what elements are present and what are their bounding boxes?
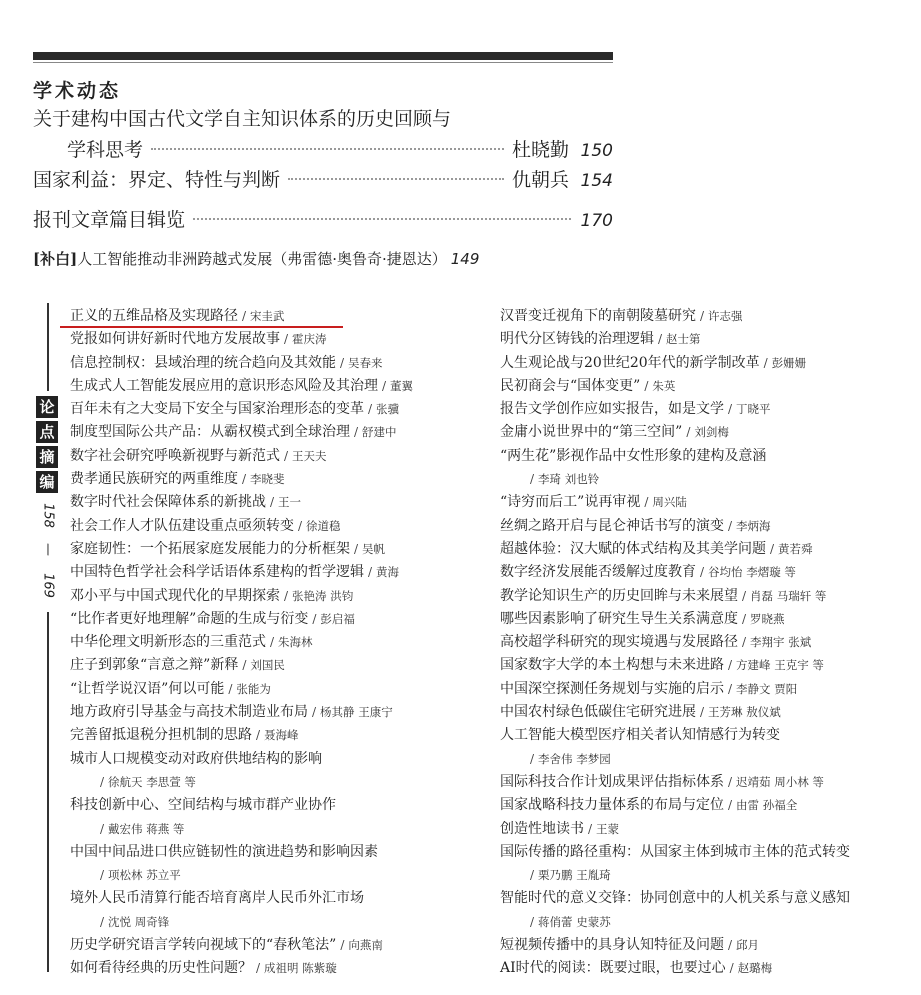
entry-separator: /: [644, 495, 649, 510]
entry-separator: /: [284, 588, 289, 603]
digest-entry[interactable]: [500, 445, 915, 468]
entry-title: 费孝通民族研究的两重维度: [70, 471, 238, 488]
entry-author: 王蒙: [596, 821, 620, 836]
entry-separator: /: [728, 774, 733, 789]
entry-title: 中国农村绿色低碳住宅研究进展: [500, 704, 696, 721]
entry-author: 迟靖茹 周小林 等: [736, 774, 824, 789]
entry-title: 制度型国际公共产品：从霸权模式到全球治理: [70, 424, 350, 441]
digest-entry[interactable]: [500, 724, 915, 747]
entry-separator: /: [728, 658, 733, 673]
digest-entry[interactable]: [500, 748, 915, 771]
entry-author: 由雷 孙福全: [736, 798, 798, 813]
digest-entry[interactable]: [70, 864, 490, 887]
digest-entry[interactable]: [70, 748, 490, 771]
top-rule-thin: [33, 62, 613, 63]
supplement-text: 人工智能推动非洲跨越式发展（弗雷德·奥鲁奇·捷恩达）: [77, 250, 447, 268]
sidebar-label: [36, 396, 60, 496]
entry-title: 人生观论战与20世纪20年代的新学制改革: [500, 354, 760, 371]
entry-separator: /: [340, 938, 345, 953]
entry-separator: /: [770, 541, 775, 556]
digest-entry[interactable]: [70, 724, 490, 747]
digest-entry[interactable]: [70, 957, 490, 980]
toc-item-2-page: 154: [580, 171, 613, 191]
entry-title: 数字社会研究呼唤新视野与新范式: [70, 447, 280, 464]
entry-separator: /: [530, 914, 535, 929]
entry-author: 刘国民: [250, 658, 285, 673]
entry-author: 栗乃鹏 王胤琦: [538, 868, 611, 883]
entry-title: 创造性地读书: [500, 820, 584, 837]
digest-entry[interactable]: [500, 794, 915, 817]
sidebar-char: 编: [36, 471, 58, 493]
digest-entry[interactable]: [500, 468, 915, 491]
entry-title: “让哲学说汉语”何以可能: [70, 680, 225, 697]
entry-title: 人工智能大模型医疗相关者认知情感行为转变: [500, 727, 780, 744]
entry-separator: /: [242, 472, 247, 487]
digest-entry[interactable]: [70, 794, 490, 817]
entry-author: 方建峰 王克宇 等: [736, 658, 824, 673]
entry-author: 向燕南: [348, 938, 383, 953]
entry-title: 完善留抵退税分担机制的思路: [70, 727, 252, 744]
sidebar-page-to: 169: [40, 573, 56, 598]
entry-title: 党报如何讲好新时代地方发展故事: [70, 331, 280, 348]
entry-title: “诗穷而后工”说再审视: [500, 494, 641, 511]
digest-entry[interactable]: [70, 841, 490, 864]
digest-entry[interactable]: [500, 887, 915, 910]
entry-title: 地方政府引导基金与高技术制造业布局: [70, 704, 308, 721]
entry-title: 国际传播的路径重构：从国家主体到城市主体的范式转变: [500, 843, 850, 860]
toc-item-3-title: 报刊文章篇目辑览: [33, 209, 186, 231]
entry-separator: /: [354, 425, 359, 440]
entry-separator: /: [700, 565, 705, 580]
entry-title: “比作者更好地理解”命题的生成与衍变: [70, 610, 309, 627]
entry-author: 李舍伟 李梦园: [538, 751, 611, 766]
entry-author: 戴宏伟 蒋燕 等: [108, 821, 185, 836]
supplement-page: 149: [450, 250, 480, 268]
entry-author: 徐道稳: [306, 518, 341, 533]
sidebar-char: 论: [36, 396, 58, 418]
entry-author: 邱月: [736, 938, 760, 953]
entry-title: 城市人口规模变动对政府供地结构的影响: [70, 750, 322, 767]
entry-title: 超越体验：汉大赋的体式结构及其美学问题: [500, 540, 766, 557]
entry-author: 黄海: [376, 565, 400, 580]
entry-author: 王一: [278, 495, 302, 510]
digest-entry[interactable]: [70, 421, 490, 444]
digest-entry[interactable]: [500, 375, 915, 398]
sidebar-page-range: [30, 498, 66, 606]
entry-author: 张骥: [376, 402, 400, 417]
digest-right-column: [500, 305, 915, 981]
entry-separator: /: [644, 378, 649, 393]
entry-separator: /: [530, 751, 535, 766]
digest-entry[interactable]: [70, 561, 490, 584]
entry-title: 社会工作人才队伍建设重点亟须转变: [70, 517, 294, 534]
entry-separator: /: [700, 705, 705, 720]
entry-separator: /: [700, 309, 705, 323]
digest-entry[interactable]: [70, 352, 490, 375]
digest-entry[interactable]: [500, 515, 915, 538]
entry-author: 成祖明 陈紫璇: [264, 961, 337, 976]
section-title: 学术动态: [33, 80, 122, 102]
entry-separator: /: [728, 938, 733, 953]
entry-author: 朱海林: [278, 635, 313, 650]
digest-entry[interactable]: [70, 678, 490, 701]
entry-separator: /: [530, 868, 535, 883]
entry-separator: /: [354, 541, 359, 556]
entry-separator: /: [256, 728, 261, 743]
entry-title: 家庭韧性：一个拓展家庭发展能力的分析框架: [70, 540, 350, 557]
entry-author: 黄若舜: [778, 541, 813, 556]
entry-author: 沈悦 周奇锋: [108, 914, 170, 929]
entry-title: 教学论知识生产的历史回眸与未来展望: [500, 587, 738, 604]
supplement-line[interactable]: [33, 248, 479, 269]
entry-author: 霍庆涛: [292, 332, 327, 347]
entry-author: 肖磊 马瑞轩 等: [750, 588, 827, 603]
entry-author: 李炳海: [736, 518, 771, 533]
digest-entry[interactable]: [500, 631, 915, 654]
digest-entry[interactable]: [500, 421, 915, 444]
digest-entry[interactable]: [70, 305, 490, 328]
digest-entry[interactable]: [70, 491, 490, 514]
entry-title: 正义的五维品格及实现路径: [70, 308, 238, 324]
entry-author: 董翼: [390, 378, 414, 393]
entry-separator: /: [742, 588, 747, 603]
entry-separator: /: [763, 355, 768, 370]
entry-author: 徐航天 李思萱 等: [108, 774, 196, 789]
digest-entry[interactable]: [70, 538, 490, 561]
entry-separator: /: [340, 355, 345, 370]
supplement-tag: [补白]: [33, 250, 78, 268]
entry-title: 信息控制权：县域治理的统合趋向及其效能: [70, 354, 336, 371]
digest-entry[interactable]: [70, 934, 490, 957]
entry-separator: /: [728, 798, 733, 813]
digest-entry[interactable]: [500, 398, 915, 421]
entry-title: “两生花”影视作品中女性形象的建构及意涵: [500, 447, 767, 464]
digest-entry[interactable]: [70, 585, 490, 608]
entry-title: AI时代的阅读：既要过眼，也要过心: [500, 960, 726, 977]
entry-separator: /: [284, 448, 289, 463]
toc-item-3-page: 170: [580, 211, 613, 231]
digest-entry[interactable]: [70, 445, 490, 468]
sidebar-char: 摘: [36, 446, 58, 468]
digest-entry[interactable]: [500, 934, 915, 957]
digest-entry[interactable]: [500, 841, 915, 864]
entry-separator: /: [256, 961, 261, 976]
toc-item-1-title-line1[interactable]: 关于建构中国古代文学自主知识体系的历史回顾与: [33, 108, 452, 130]
entry-author: 王芳琳 敖仪斌: [708, 705, 781, 720]
entry-title: 中国深空探测任务规划与实施的启示: [500, 680, 724, 697]
toc-item-2-author: 仇朝兵: [511, 169, 569, 191]
entry-separator: /: [588, 821, 593, 836]
entry-title: 百年未有之大变局下安全与国家治理形态的变革: [70, 401, 364, 418]
entry-author: 聂海峰: [264, 728, 299, 743]
entry-separator: /: [368, 402, 373, 417]
entry-author: 项松林 苏立平: [108, 868, 181, 883]
digest-entry[interactable]: [500, 654, 915, 677]
entry-author: 杨其静 王康宁: [320, 705, 393, 720]
entry-title: 智能时代的意义交锋：协同创意中的人机关系与意义感知: [500, 890, 850, 907]
entry-title: 数字经济发展能否缓解过度教育: [500, 564, 696, 581]
toc-item-3[interactable]: [33, 205, 613, 233]
entry-separator: /: [100, 868, 105, 883]
entry-separator: /: [368, 565, 373, 580]
digest-left-column: [70, 305, 490, 981]
entry-author: 赵士第: [666, 332, 701, 347]
digest-entry[interactable]: [500, 491, 915, 514]
leader-dots: [193, 218, 571, 220]
entry-author: 吴帆: [362, 541, 386, 556]
entry-author: 李静文 贾阳: [736, 681, 798, 696]
entry-title: 报告文学创作应如实报告，如是文学: [500, 401, 724, 418]
entry-author: 蒋俏蕾 史蒙苏: [538, 914, 611, 929]
entry-title: 庄子到郭象“言意之辩”新释: [70, 657, 239, 674]
digest-entry[interactable]: [70, 818, 490, 841]
entry-title: 如何看待经典的历史性问题？: [70, 960, 252, 977]
digest-entry[interactable]: [70, 701, 490, 724]
entry-separator: /: [228, 681, 233, 696]
entry-title: 科技创新中心、空间结构与城市群产业协作: [70, 797, 336, 814]
digest-entry[interactable]: [70, 468, 490, 491]
entry-author: 吴春来: [348, 355, 383, 370]
entry-title: 中国中间品进口供应链韧性的演进趋势和影响因素: [70, 843, 378, 860]
entry-author: 许志强: [708, 309, 743, 323]
entry-title: 金庸小说世界中的“第三空间”: [500, 424, 683, 441]
entry-title: 哪些因素影响了研究生导生关系满意度: [500, 610, 738, 627]
toc-item-2[interactable]: [33, 165, 613, 193]
entry-title: 汉晋变迁视角下的南朝陵墓研究: [500, 308, 696, 324]
entry-author: 丁晓平: [736, 402, 771, 417]
digest-entry[interactable]: [500, 352, 915, 375]
digest-entry[interactable]: [500, 585, 915, 608]
entry-title: 生成式人工智能发展应用的意识形态风险及其治理: [70, 377, 378, 394]
toc-item-2-title: 国家利益：界定、特性与判断: [33, 169, 281, 191]
digest-entry[interactable]: [500, 957, 915, 980]
entry-title: 国家战略科技力量体系的布局与定位: [500, 797, 724, 814]
entry-separator: /: [742, 611, 747, 626]
sidebar-rule-bottom: [47, 612, 49, 972]
digest-entry[interactable]: [70, 771, 490, 794]
digest-entry[interactable]: [500, 305, 915, 328]
entry-separator: /: [100, 821, 105, 836]
entry-separator: /: [100, 914, 105, 929]
digest-entry[interactable]: [70, 375, 490, 398]
entry-author: 李翔宇 张斌: [750, 635, 812, 650]
entry-title: 境外人民币清算行能否培育离岸人民币外汇市场: [70, 890, 364, 907]
digest-entry[interactable]: [500, 701, 915, 724]
entry-separator: /: [382, 378, 387, 393]
entry-author: 朱英: [652, 378, 676, 393]
entry-title: 国际科技合作计划成果评估指标体系: [500, 773, 724, 790]
digest-entry[interactable]: [500, 608, 915, 631]
entry-author: 谷均怡 李熠璇 等: [708, 565, 796, 580]
entry-title: 历史学研究语言学转向视域下的“春秋笔法”: [70, 937, 337, 954]
entry-separator: /: [242, 309, 247, 323]
entry-author: 彭启福: [320, 611, 355, 626]
toc-item-1-author: 杜晓勤: [511, 139, 569, 161]
entry-title: 丝绸之路开启与昆仑神话书写的演变: [500, 517, 724, 534]
digest-entry[interactable]: [500, 818, 915, 841]
entry-title: 中华伦理文明新形态的三重范式: [70, 634, 266, 651]
sidebar-page-from: 158: [40, 503, 56, 528]
digest-entry[interactable]: [500, 771, 915, 794]
entry-separator: /: [686, 425, 691, 440]
top-rule: [33, 52, 613, 60]
entry-author: 张艳涛 洪钧: [292, 588, 354, 603]
digest-entry[interactable]: [500, 678, 915, 701]
entry-separator: /: [728, 518, 733, 533]
digest-entry[interactable]: [500, 864, 915, 887]
entry-separator: /: [242, 658, 247, 673]
leader-dots: [288, 178, 504, 180]
digest-entry[interactable]: [500, 911, 915, 934]
entry-separator: /: [312, 611, 317, 626]
digest-entry[interactable]: [500, 538, 915, 561]
entry-author: 张能为: [236, 681, 271, 696]
entry-title: 中国特色哲学社会科学话语体系建构的哲学逻辑: [70, 564, 364, 581]
leader-dots: [151, 148, 504, 150]
entry-title: 民初商会与“国体变更”: [500, 377, 641, 394]
digest-entry[interactable]: [70, 608, 490, 631]
entry-author: 罗晓燕: [750, 611, 785, 626]
entry-separator: /: [742, 635, 747, 650]
entry-separator: /: [100, 774, 105, 789]
digest-entry[interactable]: [500, 328, 915, 351]
toc-item-1-title-line2: 学科思考: [67, 139, 144, 161]
entry-separator: /: [728, 681, 733, 696]
entry-title: 数字时代社会保障体系的新挑战: [70, 494, 266, 511]
digest-entry[interactable]: [70, 328, 490, 351]
entry-author: 彭姗姗: [771, 355, 807, 370]
entry-author: 刘剑梅: [694, 425, 729, 440]
digest-entry[interactable]: [70, 631, 490, 654]
entry-author: 周兴陆: [652, 495, 687, 510]
toc-item-1[interactable]: [33, 135, 613, 163]
entry-author: 赵璐梅: [737, 961, 773, 976]
entry-title: 高校超学科研究的现实境遇与发展路径: [500, 634, 738, 651]
entry-author: 舒建中: [362, 425, 397, 440]
sidebar-page-dash: —: [40, 543, 56, 556]
entry-author: 李晓斐: [250, 472, 285, 487]
entry-separator: /: [270, 495, 275, 510]
entry-separator: /: [270, 635, 275, 650]
digest-entry[interactable]: [70, 911, 490, 934]
entry-separator: /: [729, 961, 734, 976]
entry-title: 短视频传播中的具身认知特征及问题: [500, 937, 724, 954]
digest-entry[interactable]: [70, 398, 490, 421]
digest-entry[interactable]: [70, 887, 490, 910]
entry-separator: /: [658, 332, 663, 347]
sidebar-rule-top: [47, 303, 49, 391]
digest-entry[interactable]: [70, 515, 490, 538]
entry-title: 国家数字大学的本土构想与未来进路: [500, 657, 724, 674]
entry-author: 宋圭武: [250, 309, 285, 323]
entry-title: 邓小平与中国式现代化的早期探索: [70, 587, 280, 604]
entry-separator: /: [284, 332, 289, 347]
entry-separator: /: [312, 705, 317, 720]
toc-item-1-page: 150: [580, 141, 613, 161]
entry-separator: /: [530, 472, 535, 487]
sidebar-char: 点: [36, 421, 58, 443]
digest-entry[interactable]: [500, 561, 915, 584]
entry-title: 明代分区铸钱的治理逻辑: [500, 331, 654, 348]
entry-separator: /: [298, 518, 303, 533]
entry-author: 王天夫: [292, 448, 327, 463]
entry-author: 李琦 刘也铃: [538, 472, 600, 487]
digest-entry[interactable]: [70, 654, 490, 677]
entry-separator: /: [728, 402, 733, 417]
